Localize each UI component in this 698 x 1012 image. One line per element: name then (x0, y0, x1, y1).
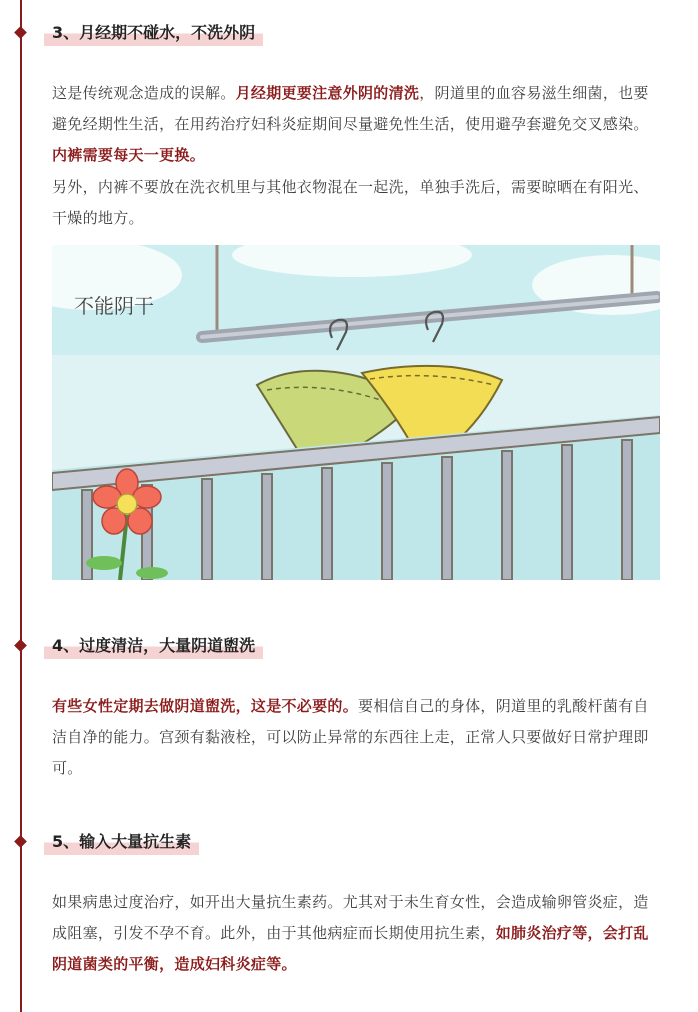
section-3-paragraph-2: 另外，内裤不要放在洗衣机里与其他衣物混在一起洗，单独手洗后，需要晾晒在有阳光、干燥的地方。 (52, 178, 649, 227)
section-heading-4: 4、过度清洁，大量阴道盥洗 (44, 631, 263, 659)
timeline-line (20, 0, 22, 1012)
section-marker-diamond (14, 26, 27, 39)
highlight-text: 如肺炎治疗等，会打乱阴道菌类的平衡，造成妇科炎症等。 (52, 924, 649, 973)
section-marker-diamond (14, 639, 27, 652)
section-3-paragraph-1 (52, 78, 662, 171)
section-4-paragraph (52, 691, 662, 784)
highlight-text: 内裤需要每天一更换。 (52, 146, 206, 164)
paragraph-text: ，阴道里的血容易滋生细菌，也要避免经期性生活，在用药治疗妇科炎症期间尽量避免性生活，使用避孕套避免交叉感染。 (52, 84, 649, 133)
section-heading-5: 5、输入大量抗生素 (44, 827, 199, 855)
paragraph-text: 要相信自己的身体，阴道里的乳酸杆菌有自洁自净的能力。宫颈有黏液栓，可以防止异常的东西往上走，正常人只要做好日常护理即可。 (52, 697, 649, 777)
highlight-text: 有些女性定期去做阴道盥洗，这是不必要的。 (52, 697, 359, 715)
section-heading-3: 3、月经期不碰水，不洗外阴 (44, 18, 263, 46)
illustration-caption: 不能阴干 (74, 294, 154, 318)
paragraph-text: 如果病患过度治疗，如开出大量抗生素药。尤其对于未生育女性，会造成输卵管炎症，造成阻塞，引发不孕不育。此外，由于其他病症而长期使用抗生素， (52, 893, 649, 942)
paragraph-text: 这是传统观念造成的误解。 (52, 84, 236, 102)
section-5-paragraph (52, 887, 662, 980)
section-marker-diamond (14, 835, 27, 848)
illustration-underwear-drying (52, 245, 660, 580)
highlight-text: 月经期更要注意外阴的清洗 (235, 84, 420, 102)
